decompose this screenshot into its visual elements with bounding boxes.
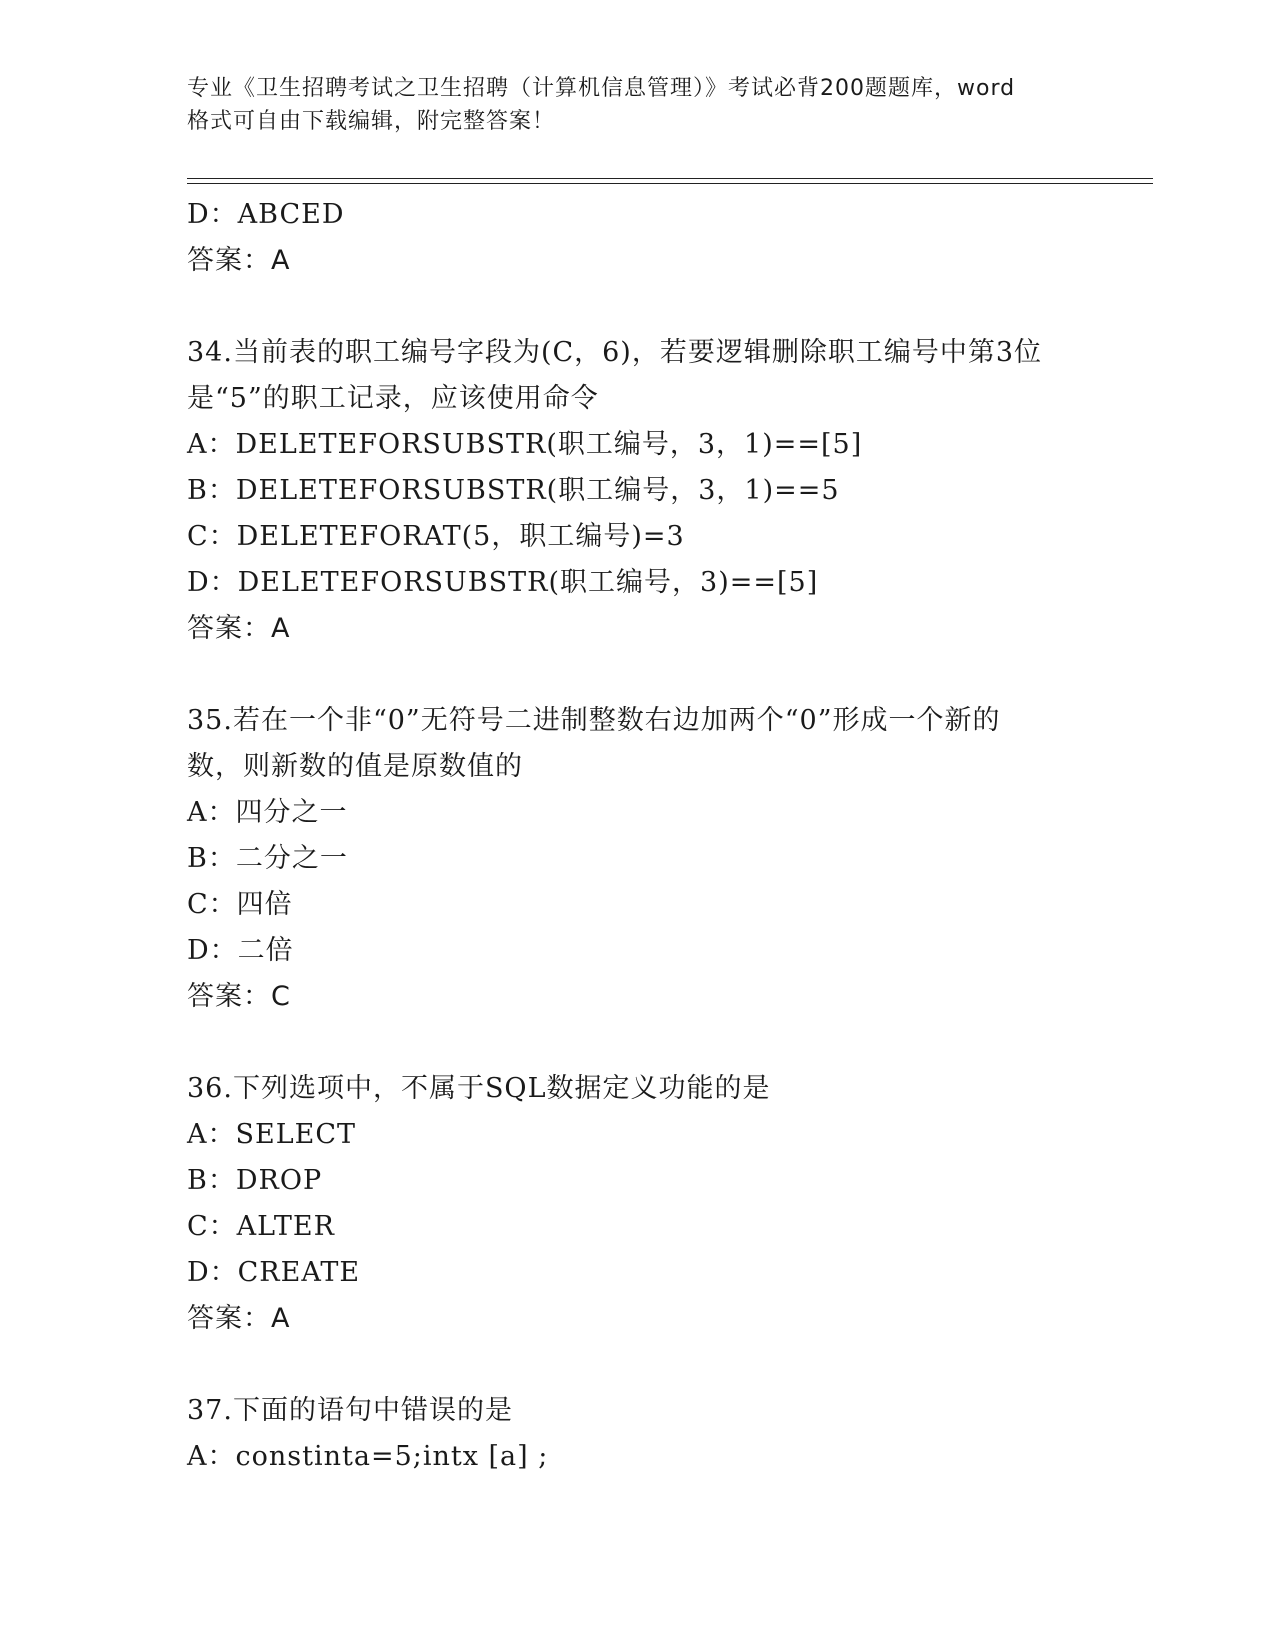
question-line: D：ABCED: [187, 199, 345, 230]
question-line: D：DELETEFORSUBSTR(职工编号，3)==[5]: [187, 567, 819, 598]
question-line: C：DELETEFORAT(5，职工编号)=3: [187, 521, 685, 552]
question-line: B：二分之一: [187, 843, 348, 874]
answer-line: 答案：C: [187, 981, 291, 1012]
question-line: 37.下面的语句中错误的是: [187, 1395, 513, 1426]
question-line: C：四倍: [187, 889, 293, 920]
question-line: 35.若在一个非“0”无符号二进制整数右边加两个“0”形成一个新的: [187, 705, 1001, 736]
paragraph-gap: [187, 1342, 1147, 1388]
question-line: D：CREATE: [187, 1257, 361, 1288]
header-rule-bottom: [187, 183, 1153, 184]
answer-line: 答案：A: [187, 1303, 291, 1334]
question-line: A：constinta=5;intx [a] ;: [187, 1441, 549, 1472]
question-line: 34.当前表的职工编号字段为(C，6)，若要逻辑删除职工编号中第3位: [187, 337, 1043, 368]
question-line: A：DELETEFORSUBSTR(职工编号，3，1)==[5]: [187, 429, 863, 460]
question-line: B：DELETEFORSUBSTR(职工编号，3，1)==5: [187, 475, 840, 506]
question-line: C：ALTER: [187, 1211, 335, 1242]
question-line: A：四分之一: [187, 797, 348, 828]
question-line: 36.下列选项中，不属于SQL数据定义功能的是: [187, 1073, 771, 1104]
question-line: A：SELECT: [187, 1119, 357, 1150]
answer-line: 答案：A: [187, 613, 291, 644]
question-line: B：DROP: [187, 1165, 323, 1196]
header-line-1: 专业《卫生招聘考试之卫生招聘（计算机信息管理）》考试必背200题题库，word: [187, 76, 1016, 101]
paragraph-gap: [187, 284, 1147, 330]
answer-line: 答案：A: [187, 245, 291, 276]
question-line: 数，则新数的值是原数值的: [187, 751, 523, 782]
question-line: D：二倍: [187, 935, 294, 966]
paragraph-gap: [187, 652, 1147, 698]
header-rule-top: [187, 178, 1153, 179]
document-header: [187, 72, 1087, 138]
header-line-2: 格式可自由下载编辑，附完整答案！: [187, 109, 556, 134]
question-line: 是“5”的职工记录，应该使用命令: [187, 383, 599, 414]
paragraph-gap: [187, 1020, 1147, 1066]
document-body: [187, 192, 1147, 1480]
